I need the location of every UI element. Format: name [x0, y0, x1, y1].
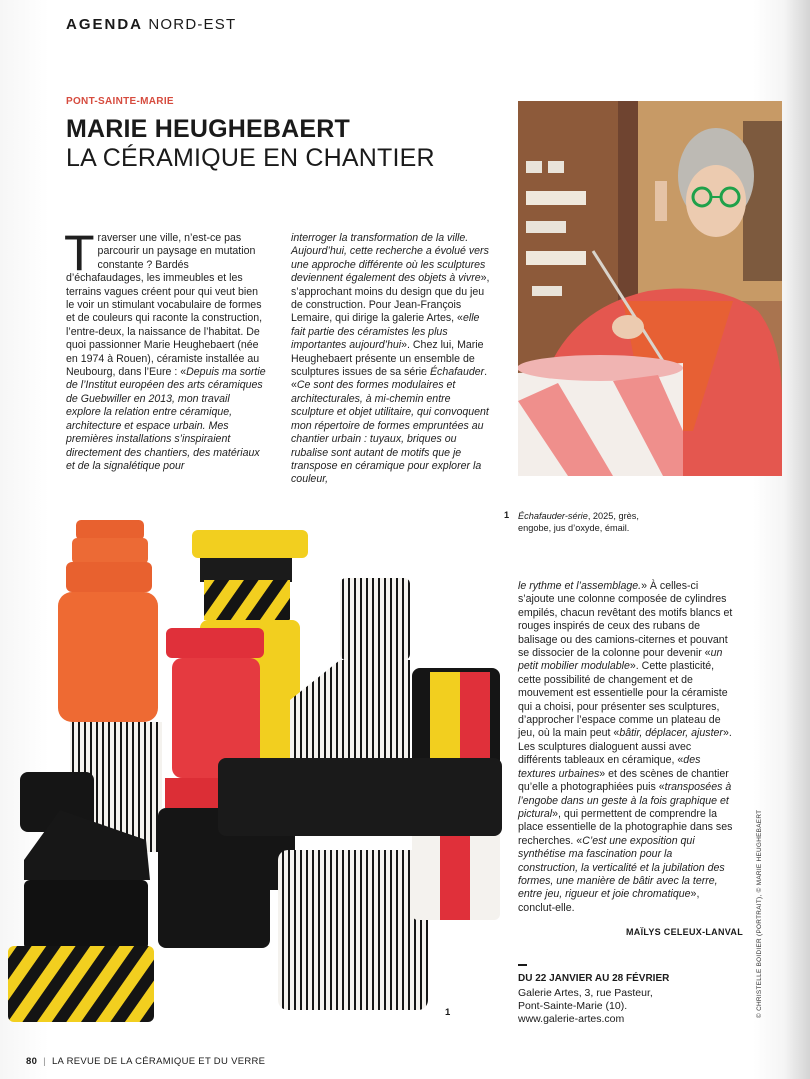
col3-text-2: ». Cette plasticité, cette possibilité de changement et de mouvement est essentielle pour la céramiste qui a choisi, pour présenter ses sculptures, d’approcher l’espace comme un plateau de jeu, où la main peut «: [518, 660, 728, 740]
col2-series-name: Échafauder: [429, 366, 485, 379]
col3-quote-4: des textures urbaines: [518, 754, 701, 780]
col2-text-2: ». Chez lui, Marie Heughebaert présente un ensemble de sculptures issues de sa série: [291, 339, 484, 379]
col2-text-1: », s’approchant moins du design que du jeu de construction. Pour Jean-François Lemaire, qui dirige la galerie Artes, «: [291, 272, 490, 325]
event-address: [518, 987, 653, 1026]
col1-quote: Depuis ma sortie de l’Institut européen des arts céramiques de Guebwiller en 2013, mon travail explore la relation entre céramique, architecture et espace urbain. Mes premières installations s’inspiraient directement des chantiers, des matériaux et de la signalétique pour: [66, 366, 266, 472]
photo-caption: [518, 510, 658, 534]
article-column-3: [518, 580, 734, 915]
page-number: 80: [26, 1056, 38, 1067]
article-title: MARIE HEUGHEBAERT: [66, 115, 350, 143]
col3-quote-5: transposées à l’engobe dans un geste à la fois graphique et pictural: [518, 781, 732, 820]
col3-text-4: » et des scènes de chantier qu’elle a photographiées puis «: [518, 767, 729, 794]
magazine-name: LA REVUE DE LA CÉRAMIQUE ET DU VERRE: [51, 1056, 266, 1067]
col3-text-1: » À celles-ci s’ajoute une colonne composée de cylindres empilés, chacun revêtant des motifs blancs et rouges inspirés de ceux des rubans de balisage ou des camions-citernes et pouvant se dissocier de la colonne pour devenir «: [518, 580, 733, 660]
col3-text-5: », qui permettent de comprendre la place essentielle de la photographie dans ses recherches. «: [518, 807, 733, 847]
col3-quote-1: le rythme et l’assemblage.: [518, 580, 642, 592]
caption-title: Échafauder-série: [518, 511, 588, 521]
section-header: [66, 16, 236, 33]
article-location: PONT-SAINTE-MARIE: [66, 96, 174, 107]
caption-number: 1: [504, 510, 510, 520]
caption-text: , 2025, grès, engobe, jus d’oxyde, émail.: [518, 511, 639, 533]
event-dates: DU 22 JANVIER AU 28 FÉVRIER: [518, 973, 670, 984]
event-city: Pont-Sainte-Marie (10).: [518, 1000, 628, 1012]
author-signature: MAÏLYS CELEUX-LANVAL: [626, 927, 744, 937]
event-venue: Galerie Artes, 3, rue Pasteur,: [518, 987, 653, 999]
col3-quote-6: C’est une exposition qui synthétise ma fascination pour la construction, la verticalité et la jubilation des formes, une manière de bâtir avec la terre, entre jeu, rigueur et joie chromatique: [518, 834, 725, 901]
footer-separator: |: [43, 1056, 46, 1067]
article-column-2: [291, 232, 496, 487]
col2-text-3: . «: [291, 366, 488, 392]
article-subtitle: LA CÉRAMIQUE EN CHANTIER: [66, 144, 435, 172]
sculpture-series-photo: [0, 510, 510, 1030]
drop-cap: T: [64, 225, 95, 281]
col3-text-3: ». Les sculptures dialoguent aussi avec différents tableaux en céramique, «: [518, 727, 732, 767]
page-footer: [26, 1056, 265, 1067]
page-edge-shadow: [784, 0, 810, 1079]
col3-text-6: », conclut-elle.: [518, 888, 700, 914]
col2-quote-1: interroger la transformation de la ville. Aujourd’hui, cette recherche a évolué vers une approche différente où les sculptures deviennent également des objets à vivre: [291, 232, 489, 285]
event-divider: [518, 964, 527, 966]
col2-quote-3: Ce sont des formes modulaires et architecturales, à mi-chemin entre sculpture et objet utilitaire, qui convoquent mon répertoire de formes empruntées au chantier urbain : tuyaux, briques ou rubalise sont autant de motifs que je transpose en céramique pour explorer la couleur,: [291, 379, 489, 486]
col2-quote-2: elle fait partie des céramistes les plus importantes aujourd’hui: [291, 312, 480, 352]
sculpture-image-number: 1: [445, 1007, 451, 1018]
article-column-1: [64, 225, 266, 473]
photo-credit: © CHRISTELLE BOIDIER (PORTRAIT), © MARIE HEUGHEBAERT: [756, 809, 763, 1018]
col3-quote-2: un petit mobilier modulable: [518, 647, 723, 673]
section-header-bold: AGENDA: [66, 16, 144, 33]
section-header-region: NORD-EST: [148, 16, 237, 33]
col1-text: raverser une ville, n’est-ce pas parcourir un paysage en mutation constante ? Bardés d’échafaudages, les immeubles et les terrains vagues créent pour qui veut bien le voir un stimulant vocabulaire de formes et de couleurs qui raconte la construction, l’entre-deux, la naissance de l’habitat. De quoi passionner Marie Heughebaert (née en 1974 à Rouen), céramiste installée au Neubourg, dans l’Eure : «: [66, 232, 263, 379]
event-url[interactable]: www.galerie-artes.com: [518, 1013, 625, 1025]
artist-portrait-photo: [518, 101, 782, 476]
col3-quote-3: bâtir, déplacer, ajuster: [619, 727, 723, 740]
